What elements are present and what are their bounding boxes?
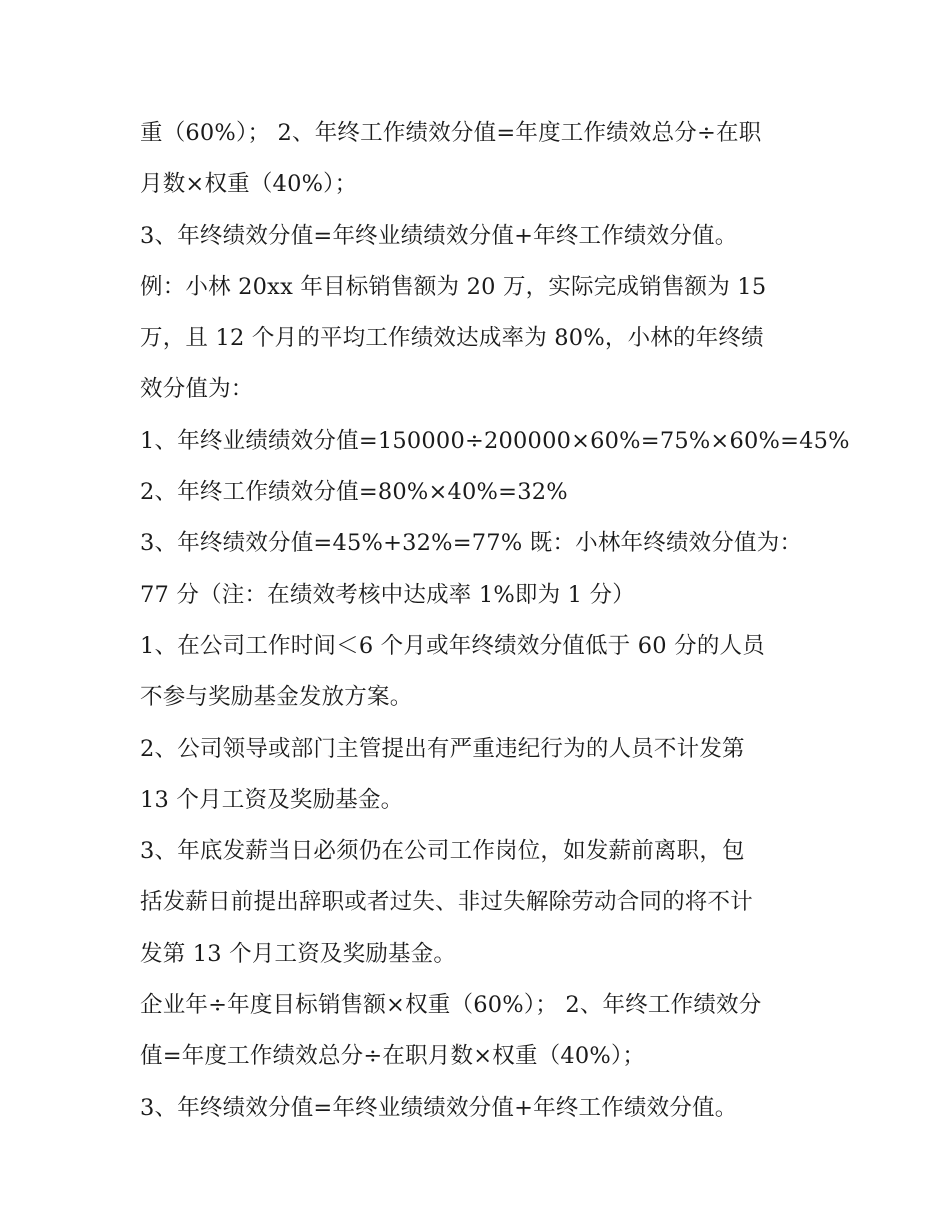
text-line: 13 个月工资及奖励基金。 (140, 786, 404, 813)
text-line: 企业年÷年度目标销售额×权重（60%）； 2、年终工作绩效分 (140, 992, 762, 1019)
text-line: 3、年终绩效分值=年终业绩绩效分值+年终工作绩效分值。 (140, 1094, 738, 1121)
text-line: 月数×权重（40%）； (140, 171, 358, 198)
text-line: 77 分（注：在绩效考核中达成率 1%即为 1 分） (140, 581, 635, 608)
text-line: 2、年终工作绩效分值=80%×40%=32% (140, 479, 568, 506)
text-line: 2、公司领导或部门主管提出有严重违纪行为的人员不计发第 (140, 735, 745, 762)
document-body (140, 108, 850, 1134)
text-line: 发第 13 个月工资及奖励基金。 (140, 940, 457, 967)
text-line: 3、年底发薪当日必须仍在公司工作岗位，如发薪前离职，包 (140, 838, 745, 865)
text-line: 括发薪日前提出辞职或者过失、非过失解除劳动合同的将不计 (140, 889, 753, 916)
text-line: 不参与奖励基金发放方案。 (140, 684, 413, 711)
text-line: 3、年终绩效分值=45%+32%=77% 既：小林年终绩效分值为： (140, 530, 803, 557)
text-line: 1、年终业绩绩效分值=150000÷200000×60%=75%×60%=45% (140, 427, 850, 454)
text-line: 效分值为： (140, 376, 254, 403)
text-line: 例：小林 20xx 年目标销售额为 20 万，实际完成销售额为 15 (140, 273, 767, 300)
text-line: 1、在公司工作时间＜6 个月或年终绩效分值低于 60 分的人员 (140, 632, 765, 659)
text-line: 3、年终绩效分值=年终业绩绩效分值+年终工作绩效分值。 (140, 222, 738, 249)
text-line: 万，且 12 个月的平均工作绩效达成率为 80%，小林的年终绩 (140, 325, 764, 352)
text-line: 重（60%）； 2、年终工作绩效分值=年度工作绩效总分÷在职 (140, 120, 762, 146)
text-line: 值=年度工作绩效总分÷在职月数×权重（40%）； (140, 1043, 646, 1070)
